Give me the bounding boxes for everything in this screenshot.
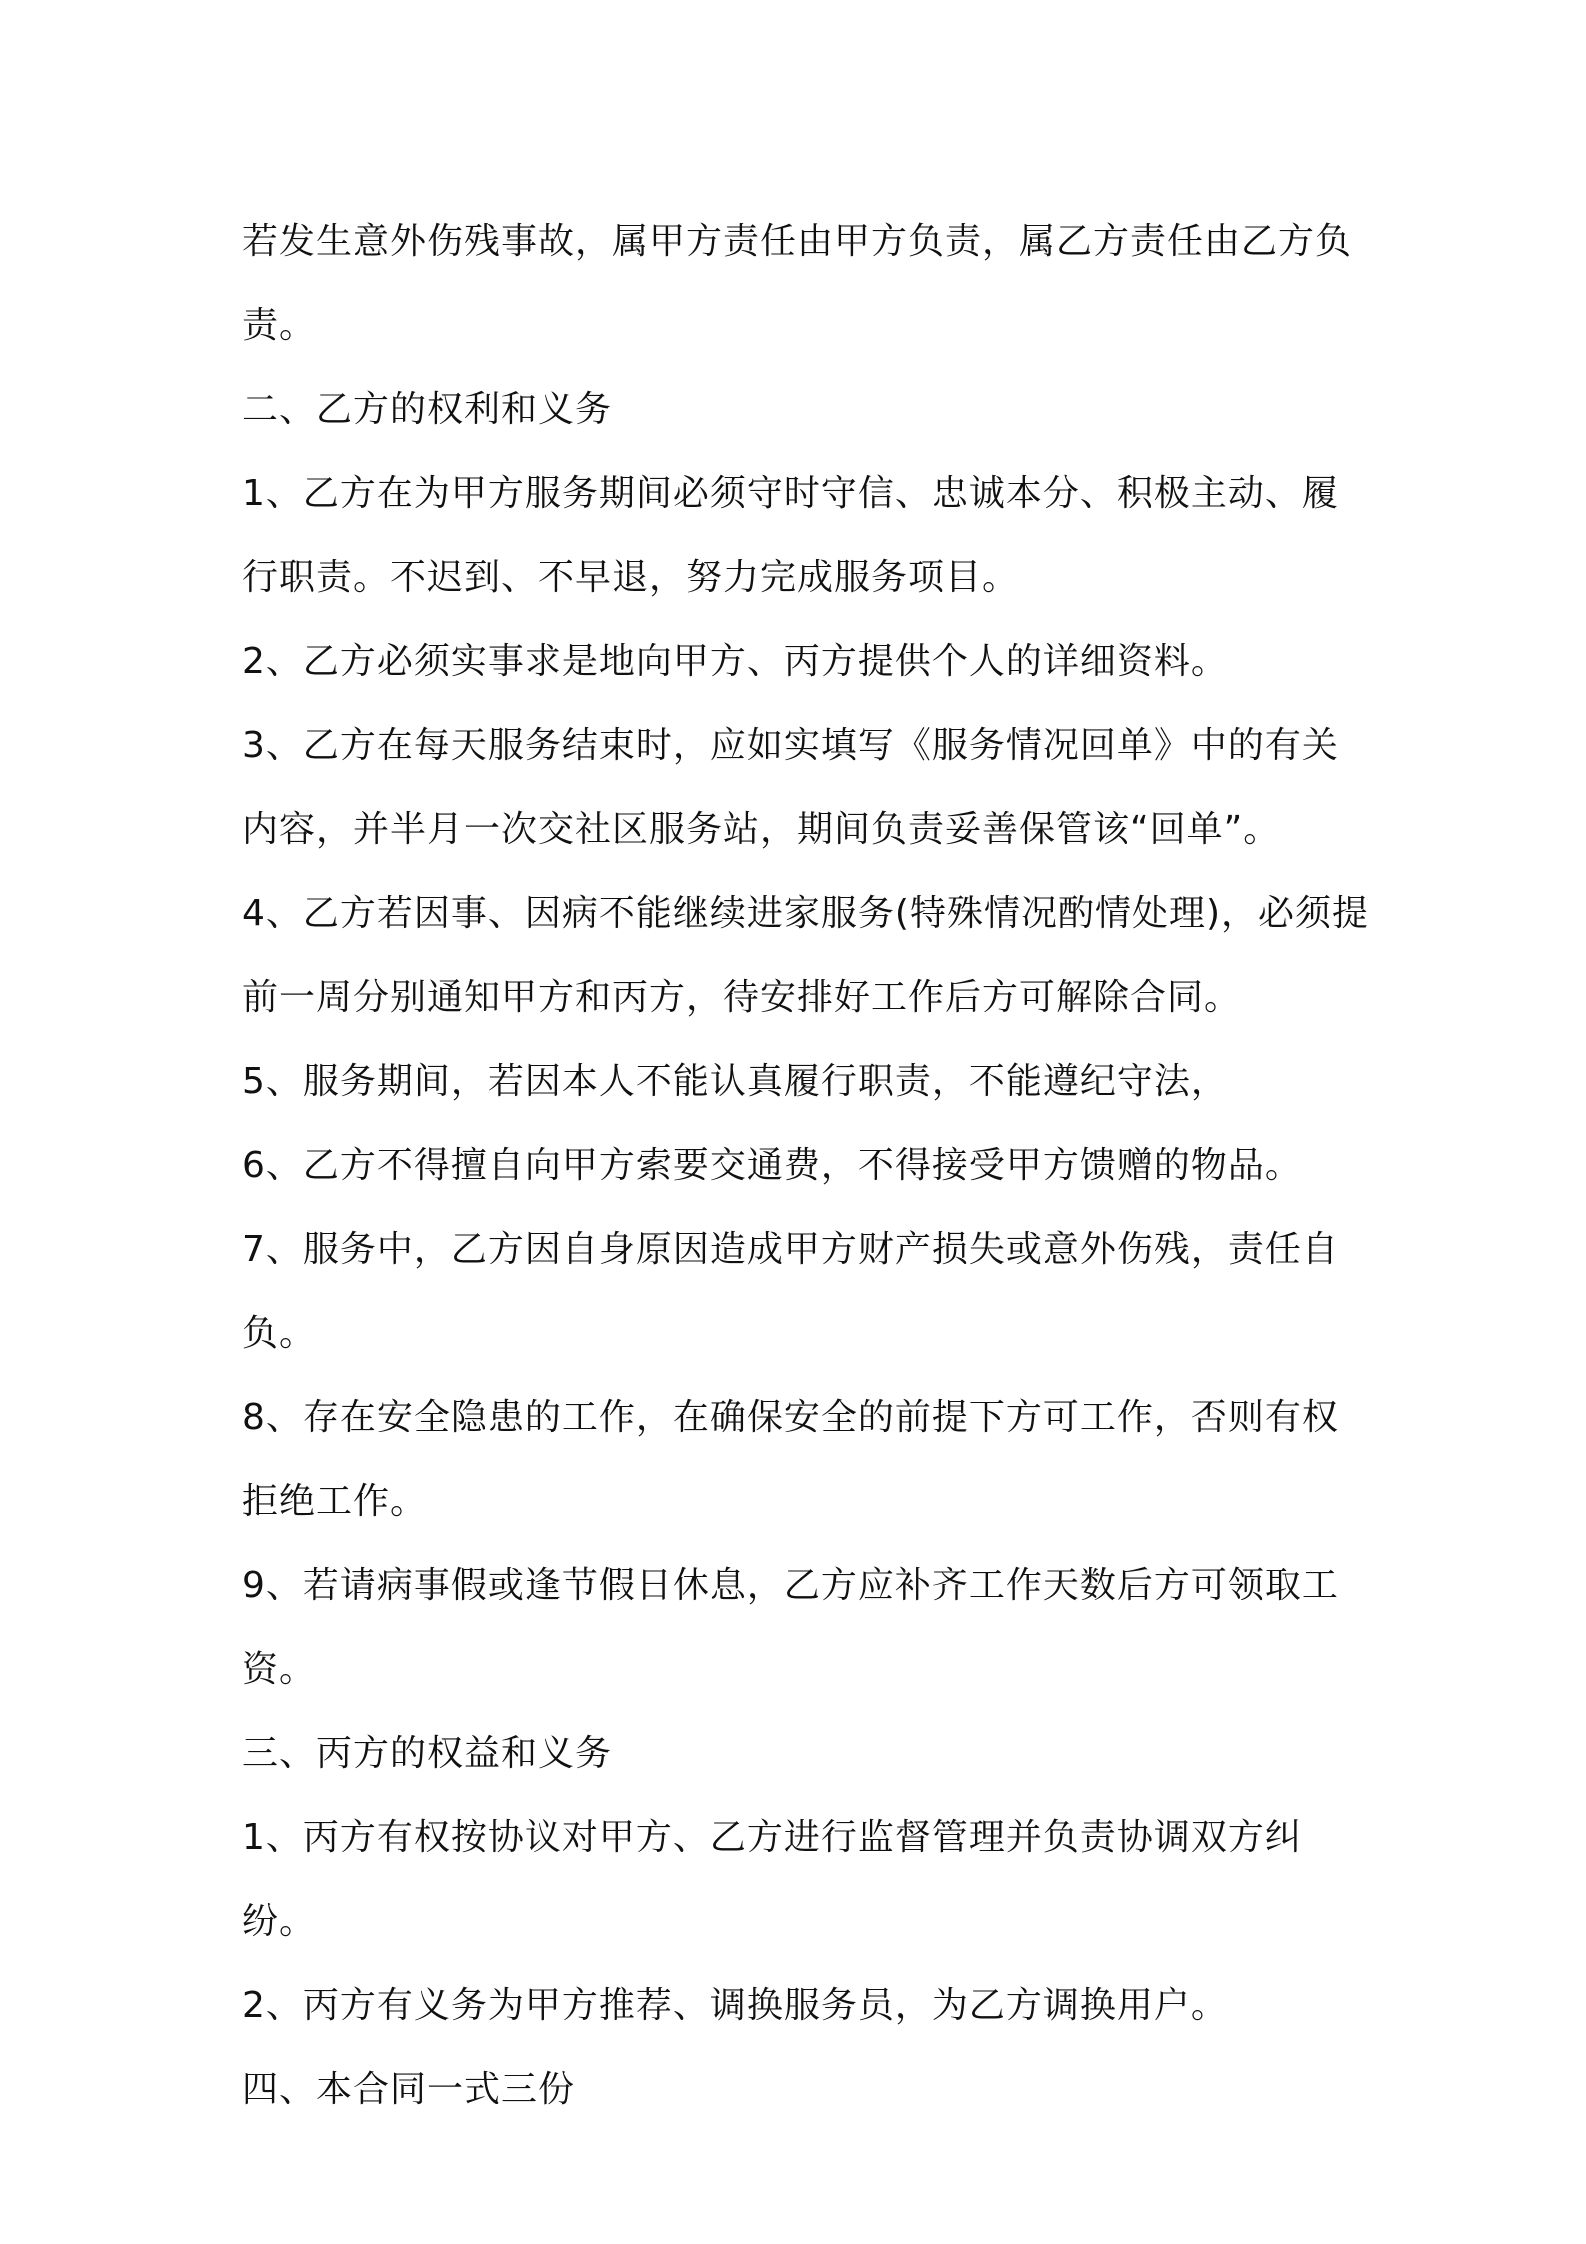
clause-b-5: 5、服务期间，若因本人不能认真履行职责，不能遵纪守法， [242,1061,1228,1102]
clause-b-7: 7、服务中，乙方因自身原因造成甲方财产损失或意外伤残，责任自负。 [242,1229,1339,1354]
clause-c-2: 2、丙方有义务为甲方推荐、调换服务员，为乙方调换用户。 [242,1985,1228,2026]
clause-b-1: 1、乙方在为甲方服务期间必须守时守信、忠诚本分、积极主动、履行职责。不迟到、不早退，努力完成服务项目。 [242,473,1339,598]
section-heading-party-b-rights: 二、乙方的权利和义务 [242,389,613,430]
clause-b-9: 9、若请病事假或逢节假日休息，乙方应补齐工作天数后方可领取工资。 [242,1565,1339,1690]
paragraph-accident-liability: 若发生意外伤残事故，属甲方责任由甲方负责，属乙方责任由乙方负责。 [242,221,1353,346]
section-heading-copies: 四、本合同一式三份 [242,2069,576,2110]
section-heading-party-c-rights: 三、丙方的权益和义务 [242,1733,613,1774]
clause-c-1: 1、丙方有权按协议对甲方、乙方进行监督管理并负责协调双方纠纷。 [242,1817,1302,1942]
clause-b-4: 4、乙方若因事、因病不能继续进家服务(特殊情况酌情处理)，必须提前一周分别通知甲方和丙方，待安排好工作后方可解除合同。 [242,893,1369,1018]
contract-body [242,200,1372,2132]
clause-b-6: 6、乙方不得擅自向甲方索要交通费，不得接受甲方馈赠的物品。 [242,1145,1302,1186]
clause-b-8: 8、存在安全隐患的工作，在确保安全的前提下方可工作，否则有权拒绝工作。 [242,1397,1339,1522]
clause-b-3: 3、乙方在每天服务结束时，应如实填写《服务情况回单》中的有关内容，并半月一次交社区服务站，期间负责妥善保管该“回单”。 [242,725,1339,850]
clause-b-2: 2、乙方必须实事求是地向甲方、丙方提供个人的详细资料。 [242,641,1228,682]
